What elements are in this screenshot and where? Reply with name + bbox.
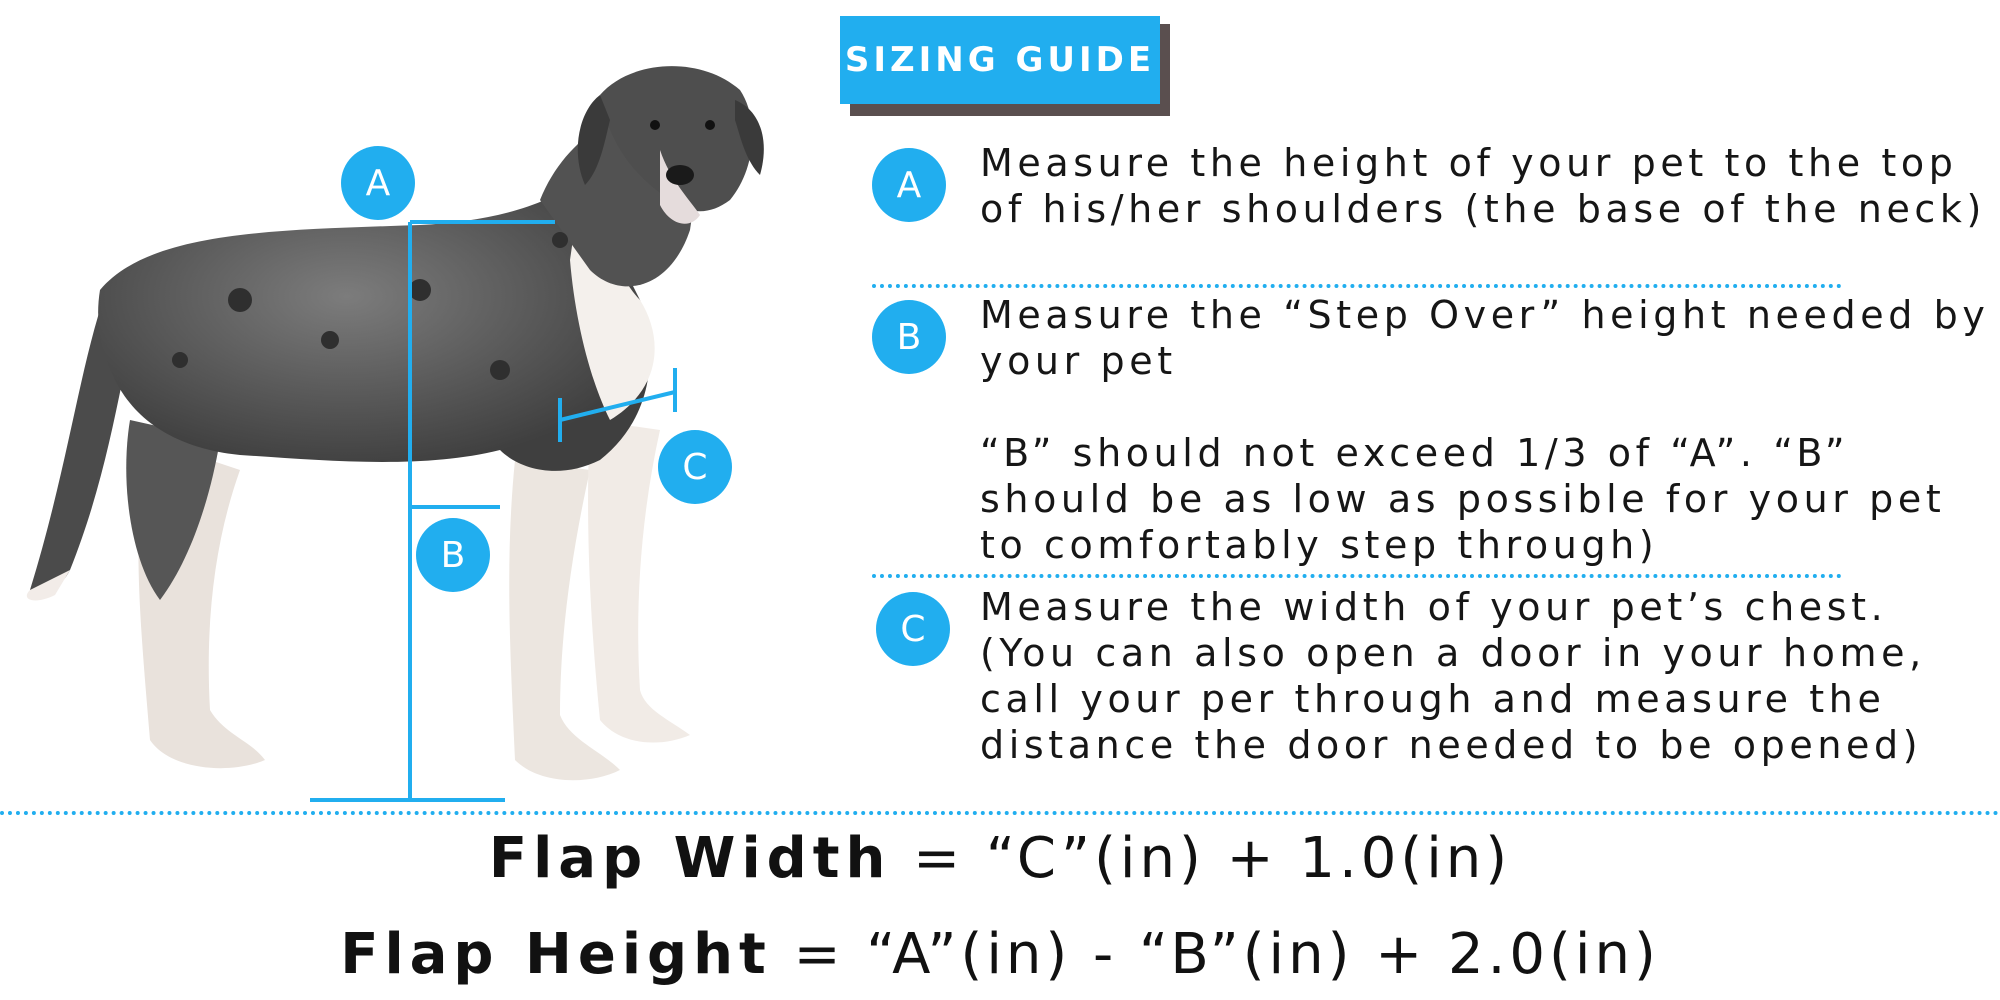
flap-width-formula: [0, 826, 2000, 891]
page-title: SIZING GUIDE: [840, 16, 1160, 104]
step-c-text: Measure the width of your pet’s chest. (You can also open a door in your home, call your per through and measure the distance the door needed to be opened): [980, 585, 1926, 767]
flap-width-expression: = “C”(in) + 1.0(in): [891, 826, 1512, 891]
step-b-text: Measure the “Step Over” height needed by your pet: [980, 293, 1990, 383]
formula-divider: [0, 811, 2000, 815]
marker-c: C: [658, 430, 732, 504]
divider: [872, 284, 1842, 288]
flap-height-label: Flap Height: [340, 922, 772, 987]
step-b-note: “B” should not exceed 1/3 of “A”. “B” should be as low as possible for your pet to comfortably step through): [980, 431, 1946, 567]
divider: [872, 574, 1842, 578]
marker-b: B: [416, 518, 490, 592]
flap-height-formula: [0, 922, 2000, 987]
step-a-text: Measure the height of your pet to the top of his/her shoulders (the base of the neck): [980, 141, 1986, 231]
step-c-circle: C: [876, 592, 950, 666]
step-a-circle: A: [872, 148, 946, 222]
step-b-circle: B: [872, 300, 946, 374]
marker-a: A: [341, 146, 415, 220]
flap-width-label: Flap Width: [488, 826, 892, 891]
flap-height-expression: = “A”(in) - “B”(in) + 2.0(in): [771, 922, 1660, 987]
